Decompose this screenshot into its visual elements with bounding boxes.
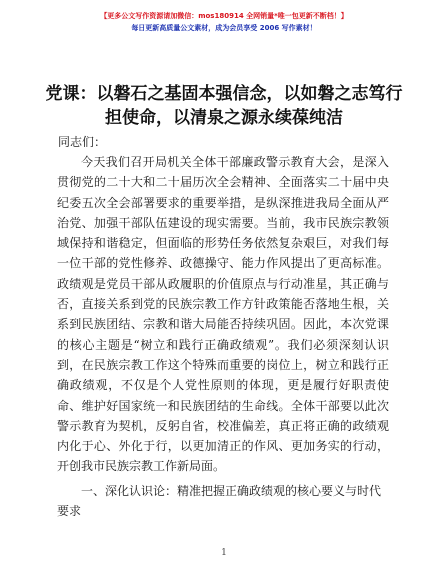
promo-banner-line2: 每日更新高质量公文素材，成为会员享受 2006 写作素材！ bbox=[131, 24, 317, 32]
promo-banner-line1: 【更多公文写作资源请加微信：mos180914 全网销量*唯一包更新不断档！】 bbox=[100, 12, 348, 20]
body-paragraph: 今天我们召开局机关全体干部廉政警示教育大会，是深入贯彻党的二十大和二十届历次全会精神、全面落实二十届中央纪委五次全会部署要求的重要举措，是纵深推进我局全面从严治党、加强干部队伍建设的现实需要。当前，我市民族宗教领域保持和谐稳定，但面临的形势任务依然复杂艰巨，对我们每一位干部的党性修养、政德操守、能力作风提出了更高标准。政绩观是党员干部从政履职的价值原点与行动准星，其正确与否，直接关系到党的民族宗教工作方针政策能否落地生根，关系到民族团结、宗教和谐大局能否持续巩固。因此，本次党课的核心主题是“树立和践行正确政绩观”。我们必须深刻认识到，在民族宗教工作这个特殊而重要的岗位上，树立和践行正确政绩观，不仅是个人党性原则的体现，更是履行好职责使命、维护好国家统一和民族团结的生命线。全体干部要以此次警示教育为契机，反躬自省，校准偏差，真正将正确的政绩观内化于心、外化于行，以更加清正的作风、更加务实的行动，开创我市民族宗教工作新局面。 bbox=[57, 155, 389, 474]
promo-banner bbox=[0, 10, 448, 34]
document-title: 党课：以磐石之基固本强信念，以如磐之志笃行担使命，以清泉之源永续葆纯洁 bbox=[45, 84, 403, 128]
section-heading: 一、深化认识论：精准把握正确政绩观的核心要义与时代要求 bbox=[57, 484, 382, 519]
salutation: 同志们： bbox=[58, 135, 107, 149]
page-number: 1 bbox=[221, 548, 227, 558]
